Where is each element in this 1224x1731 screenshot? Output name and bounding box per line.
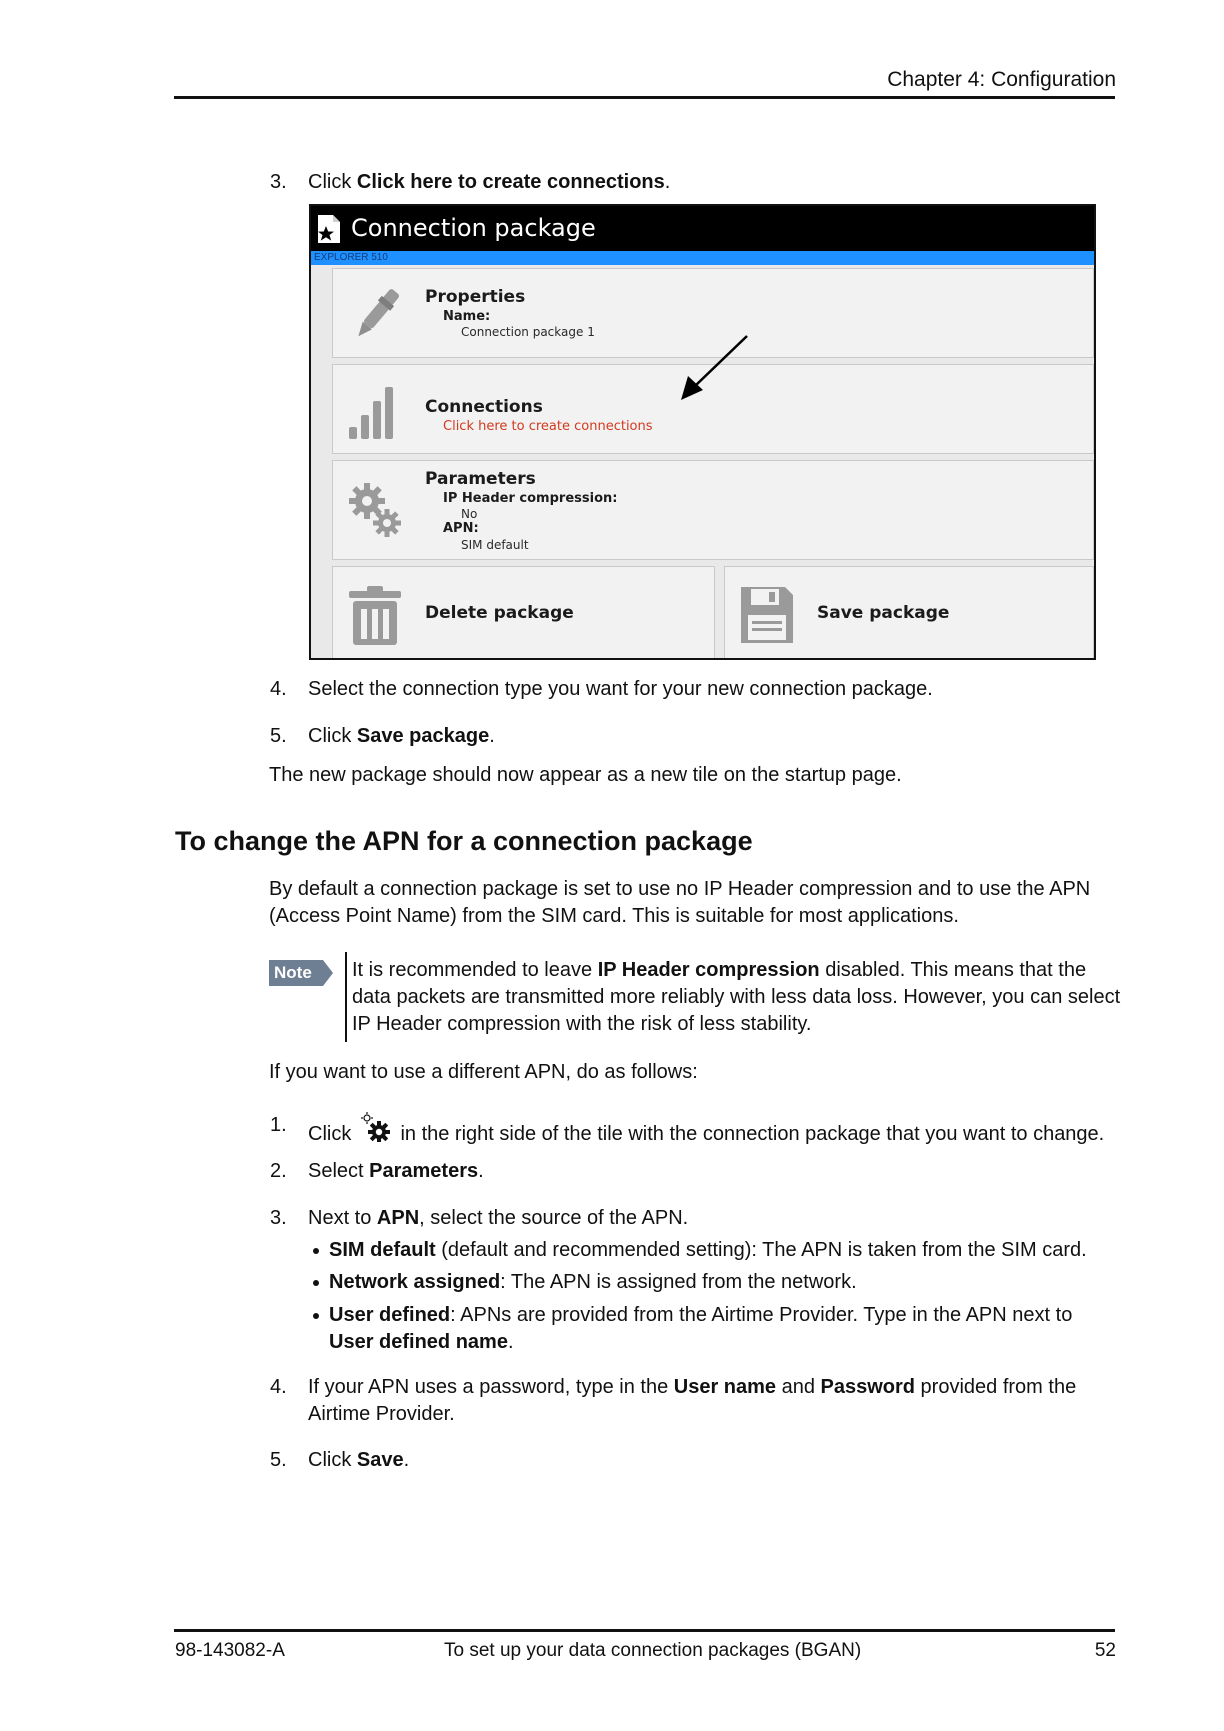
step-text: Click in the right side of the tile with the connection package that you want to change.	[308, 1112, 1104, 1148]
tile-title: Connections	[425, 397, 543, 417]
chapter-header: Chapter 4: Configuration	[887, 68, 1116, 91]
paragraph: The new package should now appear as a new tile on the startup page.	[269, 764, 902, 786]
name-value: Connection package 1	[461, 325, 595, 339]
footer-rule	[174, 1629, 1115, 1632]
tile-title: Parameters	[425, 469, 536, 489]
step-number: 3.	[270, 171, 287, 193]
ip-header-value: No	[461, 507, 478, 521]
step-number: 5.	[270, 725, 287, 747]
bullet-text: User defined name.	[329, 1331, 514, 1353]
save-package-label: Save package	[817, 603, 950, 623]
note-divider	[345, 952, 347, 1042]
connection-package-screenshot	[309, 204, 1096, 660]
paragraph: (Access Point Name) from the SIM card. This is suitable for most applications.	[269, 905, 959, 927]
bullet-text: Network assigned: The APN is assigned from the network.	[329, 1271, 857, 1293]
bullet-text: SIM default (default and recommended setting): The APN is taken from the SIM card.	[329, 1239, 1087, 1261]
step-number: 3.	[270, 1207, 287, 1229]
step-number: 2.	[270, 1160, 287, 1182]
step-number: 5.	[270, 1449, 287, 1471]
doc-number: 98-143082-A	[175, 1640, 285, 1661]
note-text: data packets are transmitted more reliably with less data loss. However, you can select	[352, 986, 1121, 1008]
header-rule	[174, 96, 1115, 99]
note-label: Note	[274, 963, 312, 982]
device-name: EXPLORER 510	[314, 252, 388, 263]
step-text: If your APN uses a password, type in the User name and Password provided from the	[308, 1376, 1077, 1398]
ip-header-label: IP Header compression:	[443, 491, 618, 506]
create-connections-link[interactable]: Click here to create connections	[443, 419, 653, 434]
footer-title: To set up your data connection packages (BGAN)	[444, 1640, 862, 1661]
step-text: Select Parameters.	[308, 1160, 484, 1182]
note-text: IP Header compression with the risk of less stability.	[352, 1013, 812, 1035]
screen-title: Connection package	[351, 214, 596, 242]
paragraph: By default a connection package is set to use no IP Header compression and to use the APN	[269, 878, 1091, 900]
step-text: Next to APN, select the source of the APN.	[308, 1207, 689, 1229]
page-number: 52	[1094, 1640, 1116, 1661]
step-text: Airtime Provider.	[308, 1403, 455, 1425]
tile-title: Properties	[425, 287, 526, 307]
apn-label: APN:	[443, 521, 479, 536]
section-heading: To change the APN for a connection package	[175, 826, 753, 856]
step-text: Click Click here to create connections.	[308, 171, 671, 193]
apn-value: SIM default	[461, 538, 529, 552]
bullet	[313, 1280, 319, 1286]
step-number: 1.	[270, 1114, 287, 1136]
step-number: 4.	[270, 678, 287, 700]
step-text: Select the connection type you want for your new connection package.	[308, 678, 933, 700]
delete-package-label: Delete package	[425, 603, 574, 623]
step-number: 4.	[270, 1376, 287, 1398]
step-text: Click Save.	[308, 1449, 410, 1471]
gear-icon	[359, 1112, 393, 1142]
bullet	[313, 1248, 319, 1254]
bullet	[313, 1313, 319, 1319]
paragraph: If you want to use a different APN, do as follows:	[269, 1061, 698, 1083]
annotation-arrow	[311, 206, 1096, 660]
bullet-text: User defined: APNs are provided from the Airtime Provider. Type in the APN next to	[329, 1304, 1073, 1326]
note-text: It is recommended to leave IP Header compression disabled. This means that the	[352, 959, 1087, 981]
name-label: Name:	[443, 309, 491, 324]
step-text: Click Save package.	[308, 725, 495, 747]
